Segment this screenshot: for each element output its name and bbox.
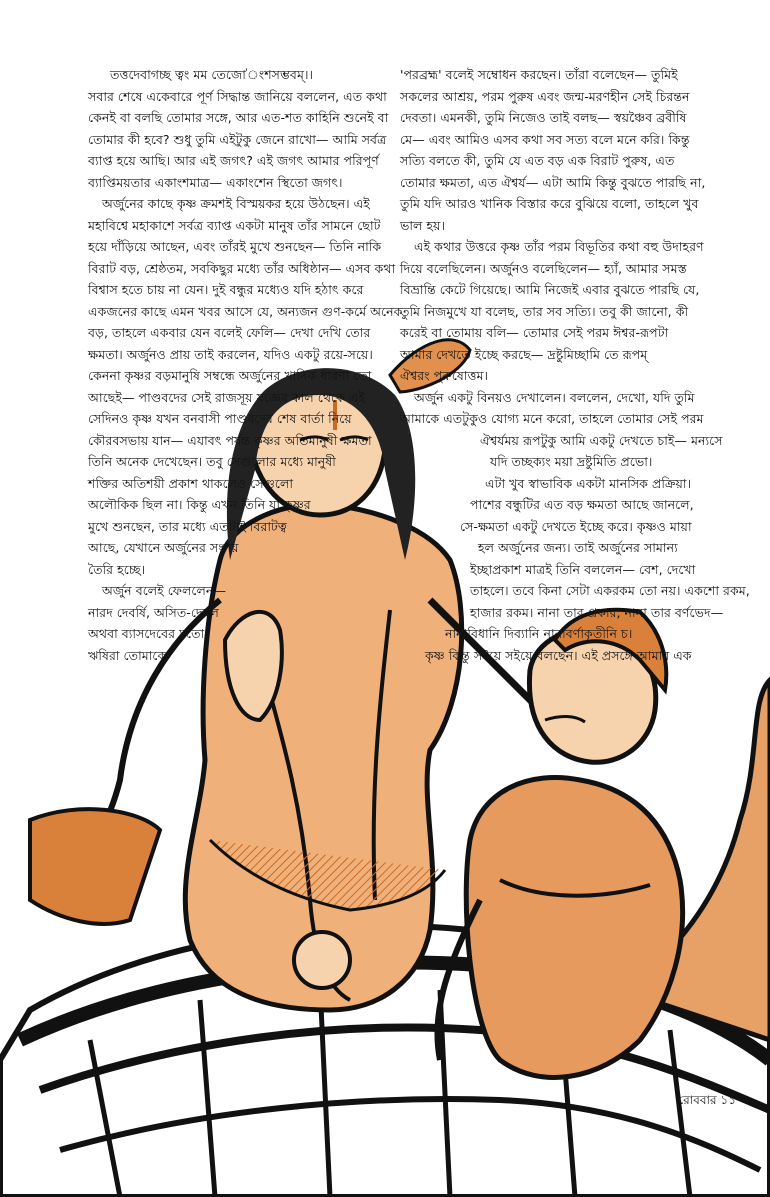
- text-line: হল অর্জুনের জন্য। তাই অর্জুনের সামান্য: [478, 540, 678, 555]
- text-line: হয়ে দাঁড়িয়ে আছেন, এবং তাঁরই মুখে শুনছেন— তিনি নাকি: [88, 239, 382, 254]
- text-line: ক্ষমতা। অর্জুনও প্রায় তাই করলেন, যদিও একটু রয়ে-সয়ে।: [88, 346, 373, 362]
- text-line: দেবতা। এমনকী, তুমি নিজেও তাই বলছ— স্বয়ঞ্চৈব ব্রবীষি: [400, 110, 687, 125]
- text-line: এটা খুব স্বাভাবিক একটা মানসিক প্রক্রিয়া।: [485, 475, 692, 491]
- text-line: সত্যি বলতে কী, তুমি যে এত বড় এক বিরাট পুরুষ, এত: [400, 153, 675, 168]
- text-line: নানাবিধানি দিব্যানি নানাবর্ণাকৃতীনি চ।: [445, 626, 633, 641]
- text-line: একজনের কাছে এমন খবর আসে যে, অন্যজন গুণ-কর্মে অনেক: [88, 303, 403, 319]
- text-line: অথবা ব্যাসদেবের মতো: [88, 626, 205, 641]
- text-line: তোমার কী হবে? শুধু তুমি এইটুকু জেনে রাখো— আমি সর্বত্র: [88, 131, 387, 147]
- text-line: অর্জুন বলেই ফেললেন—: [102, 583, 226, 598]
- text-line: ঐশ্বরং পুরুষোত্তম।: [400, 368, 489, 383]
- garland-pendant: [294, 932, 350, 988]
- text-line: করেই বা তোমায় বলি— তোমার সেই পরম ঈশ্বর-রূপটা: [400, 325, 669, 340]
- text-line: কেননা কৃষ্ণর বড়মানুষি সম্বন্ধে অর্জুনের খানিক ধারণা তো: [88, 368, 372, 383]
- text-line: তুমি যদি আরও খানিক বিস্তার করে বুঝিয়ে বলো, তাহলে খুব: [400, 196, 699, 211]
- text-line: বিরাট বড়, শ্রেষ্ঠতম, সবকিছুর মধ্যে তাঁর অধিষ্ঠান— এসব কথা: [88, 260, 396, 276]
- right-text-column: [400, 64, 750, 666]
- text-line: দিয়ে বলেছিলেন। অর্জুনও বলেছিলেন— হ্যাঁ, আমার সমস্ত: [400, 260, 687, 276]
- text-line: আছেই— পাণ্ডবদের সেই রাজসূয় যজ্ঞের কাল থেকে এই: [88, 389, 366, 405]
- text-line: আছে, যেখানে অর্জুনের সংশয়: [88, 540, 239, 555]
- text-line: ব্যাপ্ত হয়ে আছি। আর এই জগৎ? এই জগৎ আমার পরিপূর্ণ: [88, 153, 379, 168]
- text-line: শক্তির অতিশয়ী প্রকাশ থাকলেও সেগুলো: [88, 475, 294, 491]
- text-line: সবার শেষে একেবারে পূর্ণ সিদ্ধান্ত জানিয়ে বললেন, এত কথা: [88, 88, 387, 104]
- text-line: ইচ্ছাপ্রকাশ মাত্রই তিনি বললেন— বেশ, দেখো: [470, 561, 696, 577]
- text-line: তাহলে। তবে কিনা সেটা একরকম তো নয়। একশো রকম,: [470, 583, 750, 598]
- verse-line: তত্তদেবাগচ্ছ ত্বং মম তেজো'ংশসম্ভবম্।।: [110, 67, 313, 82]
- text-line: ঐশ্বর্যময় রূপটুকু আমি একটু দেখতে চাই— মন্যসে: [480, 432, 723, 448]
- text-line: যদি তচ্ছক্যং ময়া দ্রষ্টুমিতি প্রভো।: [490, 454, 653, 469]
- text-line: ব্যাপ্তিময়তার একাংশমাত্র— একাংশেন স্থিতো জগৎ।: [88, 174, 343, 190]
- text-line: বিভ্রান্তি কেটে গিয়েছে। আমি নিজেই এবার বুঝতে পারছি যে,: [400, 282, 700, 297]
- text-line: এই কথার উত্তরে কৃষ্ণ তাঁর পরম বিভূতির কথা বহু উদাহরণ: [414, 239, 704, 254]
- text-line: 'পরব্রহ্ম' বলেই সম্বোধন করছেন। তাঁরা বলেছেন— তুমিই: [400, 67, 678, 82]
- text-line: নারদ দেবর্ষি, অসিত-দেবল: [88, 604, 219, 620]
- text-line: তৈরি হচ্ছে।: [88, 561, 146, 577]
- text-line: মহাবিশ্বে মহাকাশে সর্বত্র ব্যাপ্ত একটা মানুষ তাঁর সামনে ছোট: [88, 217, 381, 233]
- text-line: তিনি অনেক দেখেছেন। তবু সেগুলোর মধ্যে মানুষী: [88, 454, 336, 469]
- left-text-column: [88, 64, 403, 666]
- text-line: সেদিনও কৃষ্ণ যখন বনবাসী পাণ্ডবদের শেষ বার্তা নিয়ে: [88, 411, 352, 426]
- text-line: মে— এবং আমিও এসব কথা সব সত্য বলে মনে করি। কিন্তু: [400, 131, 690, 147]
- text-line: মুখে শুনছেন, তার মধ্যে এতটাই বিরাটত্ব: [88, 518, 287, 534]
- text-line: তুমি নিজমুখে যা বলেছ, তার সব সত্যি। তবু কী জানো, কী: [400, 303, 689, 319]
- krishna-cloth: [30, 809, 160, 924]
- text-line: কৌরবসভায় যান— এযাবৎ পর্যন্ত কৃষ্ণর অতিমানুষী ক্ষমতা: [88, 432, 372, 448]
- text-line: কৃষ্ণ কিন্তু সইয়ে সইয়ে বলছেন। এই প্রসঙ্গে আমার এক: [425, 647, 692, 663]
- text-line: ঋষিরা তোমাকে: [88, 647, 167, 663]
- text-line: সে-ক্ষমতা একটু দেখতে ইচ্ছে করে। কৃষ্ণও মায়া: [460, 518, 692, 534]
- text-line: অলৌকিক ছিল না। কিন্তু এখন তিনি যা কৃষ্ণর: [88, 497, 311, 512]
- text-line: অর্জুনের কাছে কৃষ্ণ ক্রমশই বিস্ময়কর হয়ে উঠছেন। এই: [102, 196, 370, 211]
- text-line: আমার দেখতে ইচ্ছে করছে— দ্রষ্টুমিচ্ছামি তে রূপম্: [400, 346, 648, 362]
- text-line: পাশের বন্ধুটির এত বড় ক্ষমতা আছে জানলে,: [470, 497, 694, 512]
- text-line: তোমার ক্ষমতা, এত ঐশ্বর্য— এটা আমি কিন্তু বুঝতে পারছি না,: [400, 174, 706, 190]
- text-line: কেনই বা বলছি তোমার সঙ্গে, আর এত-শত কাহিনি শুনেই বা: [88, 110, 389, 125]
- text-line: বিশ্বাস হতে চায় না যেন। দুই বন্ধুর মধ্যেও যদি হঠাৎ করে: [88, 282, 364, 297]
- text-line: আমাকে এতটুকুও যোগ্য মনে করো, তাহলে তোমার সেই পরম: [400, 411, 704, 426]
- text-line: বড়, তাহলে একবার যেন বলেই ফেলি— দেখা দেখি তোর: [88, 325, 371, 340]
- text-line: হাজার রকম। নানা তার প্রকার, নানা তার বর্ণভেদ—: [470, 604, 724, 620]
- text-line: ভাল হয়।: [400, 217, 445, 233]
- text-line: অর্জুন একটু বিনয়ও দেখালেন। বললেন, দেখো, যদি তুমি: [414, 389, 695, 405]
- page-footer: রোববার ১১: [678, 1093, 736, 1107]
- text-line: সকলের আশ্রয়, পরম পুরুষ এবং জন্ম-মরণহীন সেই চিরন্তন: [400, 88, 690, 104]
